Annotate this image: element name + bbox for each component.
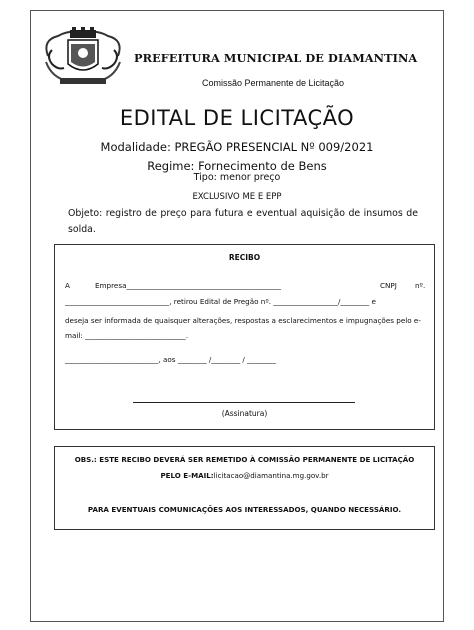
objeto-paragraph: Objeto: registro de preço para futura e eventual aquisição de insumos de solda. [68, 208, 418, 235]
recibo-date-line: __________________________, aos ________ /________ / ________ [65, 355, 276, 364]
obs-purpose: PARA EVENTUAIS COMUNICAÇÕES AOS INTERESSADOS, QUANDO NECESSÁRIO. [87, 505, 402, 514]
obs-email-label: PELO E-MAIL: [160, 471, 214, 480]
recibo-title: RECIBO [228, 253, 261, 262]
obs-email-link[interactable]: licitacao@diamantina.mg.gov.br [213, 471, 329, 480]
recibo-a-label: A [65, 281, 70, 290]
regime-line: Regime: Fornecimento de Bens [147, 159, 327, 173]
prefeitura-heading: PREFEITURA MUNICIPAL DE DIAMANTINA [134, 51, 418, 65]
recibo-alteracoes-line: deseja ser informada de quaisquer alterações, respostas a esclarecimentos e impugnações pelo e- [65, 316, 421, 325]
recibo-company-line [65, 281, 425, 290]
recibo-no-label: nº. [415, 281, 426, 290]
exclusivo-line: EXCLUSIVO ME E EPP [192, 192, 282, 202]
recibo-form [54, 244, 435, 430]
tipo-line: Tipo: menor preço [193, 172, 281, 183]
obs-instruction: OBS.: ESTE RECIBO DEVERÁ SER REMETIDO À COMISSÃO PERMANENTE DE LICITAÇÃO [74, 455, 415, 464]
obs-email-line [55, 471, 434, 480]
modalidade-line: Modalidade: PREGÃO PRESENCIAL Nº 009/2021 [100, 140, 374, 154]
signature-line [133, 402, 355, 403]
document-title: EDITAL DE LICITAÇÃO [119, 106, 355, 130]
recibo-email-line: mail: ____________________________. [65, 331, 189, 340]
recibo-empresa-field: Empresa___________________________________________ [95, 281, 282, 290]
observation-box [54, 446, 435, 530]
recibo-retirou-line: _____________________________, retirou Edital de Pregão nº. __________________/________ e [65, 297, 376, 306]
comissao-subheading: Comissão Permanente de Licitação [201, 78, 345, 88]
recibo-cnpj-label: CNPJ [380, 281, 397, 290]
assinatura-label: (Assinatura) [221, 409, 268, 418]
